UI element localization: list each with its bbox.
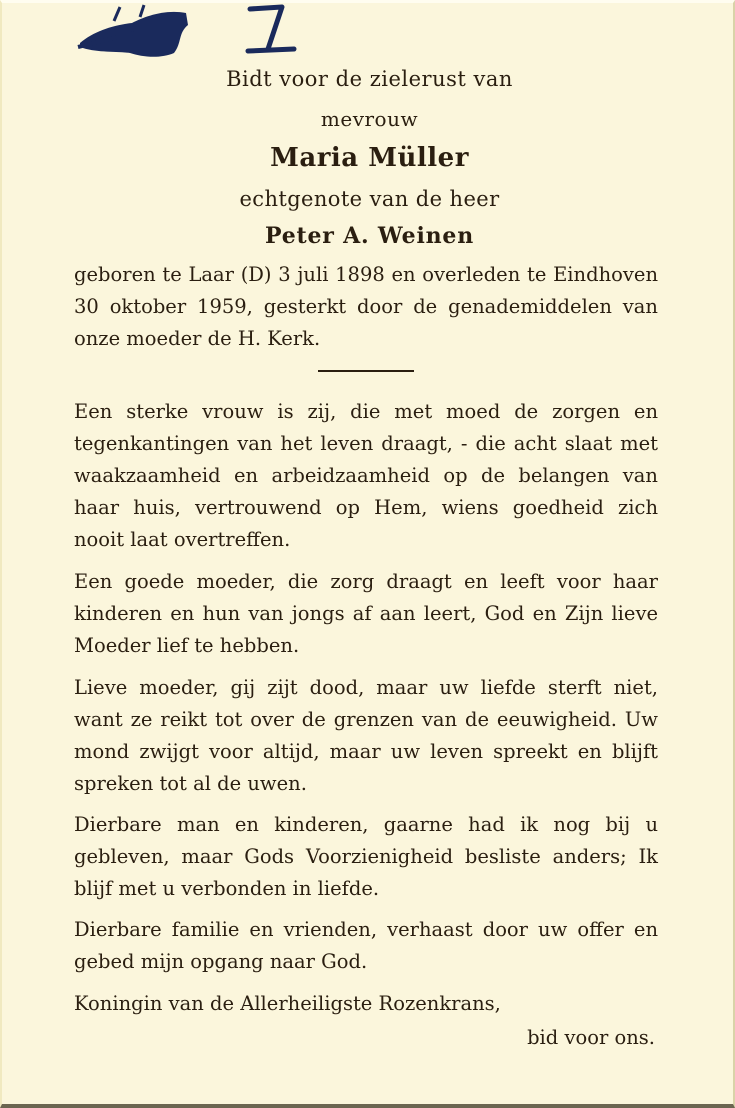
paragraph-husband-children: Dierbare man en kinderen, gaarne had ik nog bij u gebleven, maar Gods Voorzienigheid besliste anders; Ik blijf met u verbonden in liefde.	[74, 813, 658, 900]
spouse-intro: echtgenote van de heer	[239, 187, 500, 211]
handwritten-digit	[240, 3, 304, 63]
divider-line	[318, 370, 414, 372]
closing-invocation: Koningin van de Allerheiligste Rozenkrans,	[74, 992, 501, 1015]
paragraph-strong-woman: Een sterke vrouw is zij, die met moed de zorgen en tegenkantingen van het leven draagt, - die acht slaat met waakzaamheid en arbeidzaamheid op de belangen van haar huis, vertrouwend op Hem, wiens goedheid zich nooit laat overtreffen.	[74, 400, 658, 551]
biography: geboren te Laar (D) 3 juli 1898 en overleden te Eindhoven 30 oktober 1959, gesterkt door de genademiddelen van onze moeder de H. Kerk.	[74, 263, 658, 350]
paragraph-family-friends: Dierbare familie en vrienden, verhaast door uw offer en gebed mijn opgang naar God.	[74, 918, 658, 973]
ink-scribble-icon	[74, 3, 194, 65]
prayer-intro: Bidt voor de zielerust van	[226, 67, 513, 91]
title-mevrouw: mevrouw	[320, 107, 419, 131]
closing-prayer: bid voor ons.	[527, 1026, 655, 1049]
paragraph-dear-mother: Lieve moeder, gij zijt dood, maar uw liefde sterft niet, want ze reikt tot over de grenzen van de eeuwigheid. Uw mond zwijgt voor altijd, maar uw leven spreekt en blijft spreken tot al de uwen.	[74, 676, 658, 795]
deceased-name: Maria Müller	[270, 143, 469, 173]
paragraph-good-mother: Een goede moeder, die zorg draagt en leeft voor haar kinderen en hun van jongs af aan leert, God en Zijn lieve Moeder lief te hebben.	[74, 570, 658, 657]
spouse-name: Peter A. Weinen	[264, 223, 474, 249]
